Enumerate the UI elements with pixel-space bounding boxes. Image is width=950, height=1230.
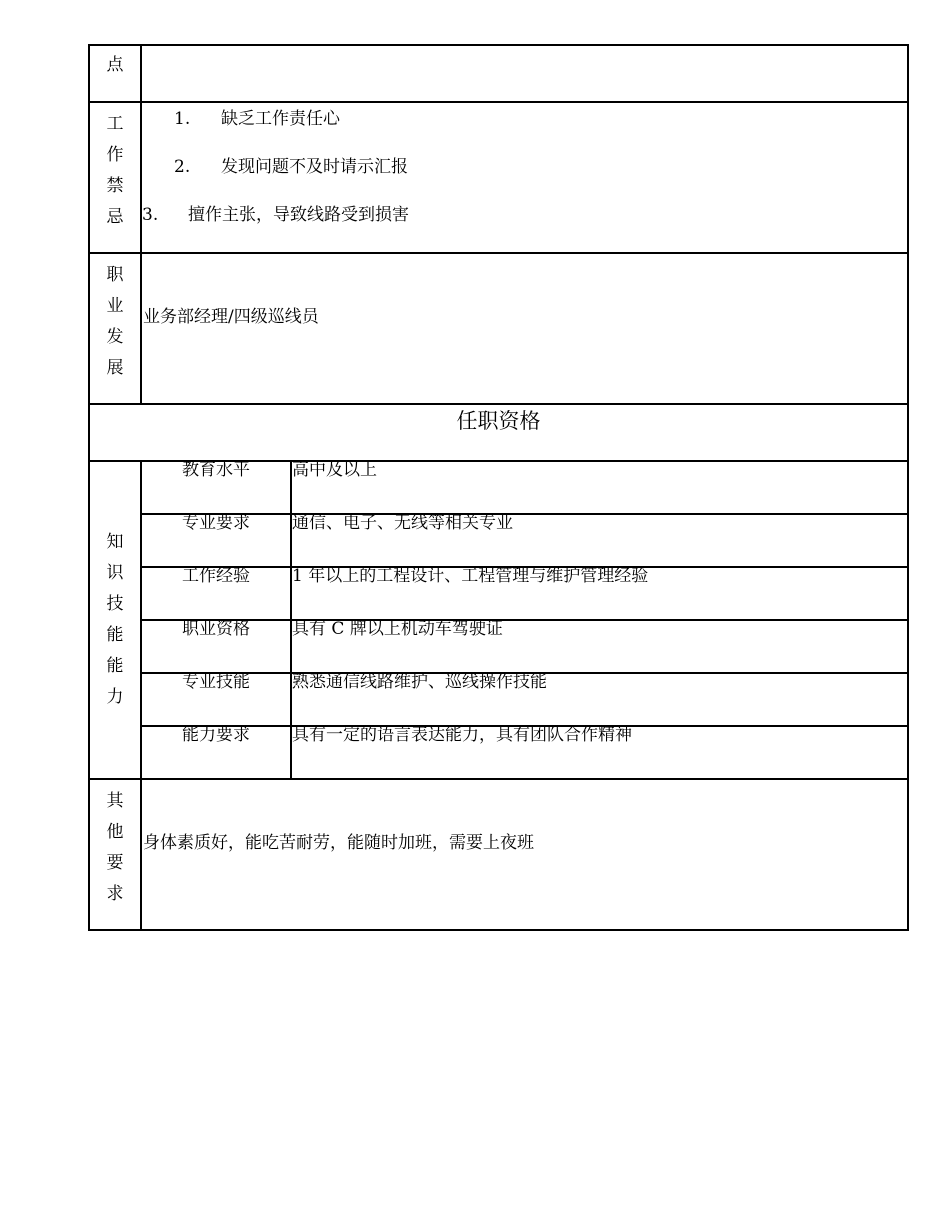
row-label-knowledge-skills: [89, 461, 141, 779]
job-qualification-table: [88, 44, 909, 931]
ability-requirement-label: 能力要求: [141, 726, 291, 779]
table-row: [89, 620, 908, 673]
ability-requirement-value: 具有一定的语言表达能力，具有团队合作精神: [291, 726, 908, 779]
label-char: 其: [106, 791, 124, 811]
row-label-other-requirements: [89, 779, 141, 930]
row-content-career-development: [141, 253, 908, 404]
job-description-document: [88, 44, 907, 931]
qualifications-header-cell: [89, 404, 908, 461]
row-work-taboos: [89, 102, 908, 253]
row-career-development: [89, 253, 908, 404]
education-level-label: 教育水平: [141, 461, 291, 514]
label-char: 职: [106, 265, 124, 285]
professional-qualification-label: 职业资格: [141, 620, 291, 673]
label-char: 要: [106, 853, 124, 873]
row-content-work-taboos: [141, 102, 908, 253]
other-requirements-text: 身体素质好，能吃苦耐劳，能随时加班，需要上夜班: [143, 833, 534, 853]
label-char: 忌: [106, 207, 124, 227]
list-number: 2.: [174, 157, 191, 177]
label-char: 知: [106, 532, 124, 552]
list-text: 缺乏工作责任心: [221, 109, 340, 129]
label-char: 禁: [106, 176, 124, 196]
career-development-text: 业务部经理/四级巡线员: [143, 307, 319, 327]
row-label-work-taboos: [89, 102, 141, 253]
professional-qualification-value: 具有 C 牌以上机动车驾驶证: [291, 620, 908, 673]
row-content-other-requirements: [141, 779, 908, 930]
list-item: [142, 152, 907, 200]
label-char: 求: [106, 884, 124, 904]
professional-skill-label: 专业技能: [141, 673, 291, 726]
label-char: 展: [106, 358, 124, 378]
list-number: 3.: [142, 205, 159, 225]
label-char: 业: [106, 296, 124, 316]
education-level-value: 高中及以上: [291, 461, 908, 514]
label-char: 点: [106, 55, 124, 75]
row-content-dian: [141, 45, 908, 102]
label-char: 发: [106, 327, 124, 347]
major-requirement-value: 通信、电子、无线等相关专业: [291, 514, 908, 567]
label-char: 能: [106, 656, 124, 676]
row-label-career-development: [89, 253, 141, 404]
row-dian: [89, 45, 908, 102]
list-number: 1.: [174, 109, 191, 129]
label-char: 力: [106, 687, 124, 707]
list-item: [142, 104, 907, 152]
list-text: 发现问题不及时请示汇报: [221, 157, 408, 177]
work-experience-value: 1 年以上的工程设计、工程管理与维护管理经验: [291, 567, 908, 620]
table-row: [89, 567, 908, 620]
section-title: 任职资格: [456, 409, 541, 433]
label-char: 作: [106, 145, 124, 165]
table-row: [89, 514, 908, 567]
row-label-dian: [89, 45, 141, 102]
table-row: [89, 673, 908, 726]
label-char: 他: [106, 822, 124, 842]
table-row: [89, 726, 908, 779]
row-other-requirements: [89, 779, 908, 930]
row-qualifications-header: [89, 404, 908, 461]
list-text: 擅作主张，导致线路受到损害: [188, 205, 409, 225]
major-requirement-label: 专业要求: [141, 514, 291, 567]
professional-skill-value: 熟悉通信线路维护、巡线操作技能: [291, 673, 908, 726]
label-char: 识: [106, 563, 124, 583]
list-item: [142, 200, 907, 248]
table-row: [89, 461, 908, 514]
label-char: 工: [106, 114, 124, 134]
work-experience-label: 工作经验: [141, 567, 291, 620]
label-char: 能: [106, 625, 124, 645]
label-char: 技: [106, 594, 124, 614]
